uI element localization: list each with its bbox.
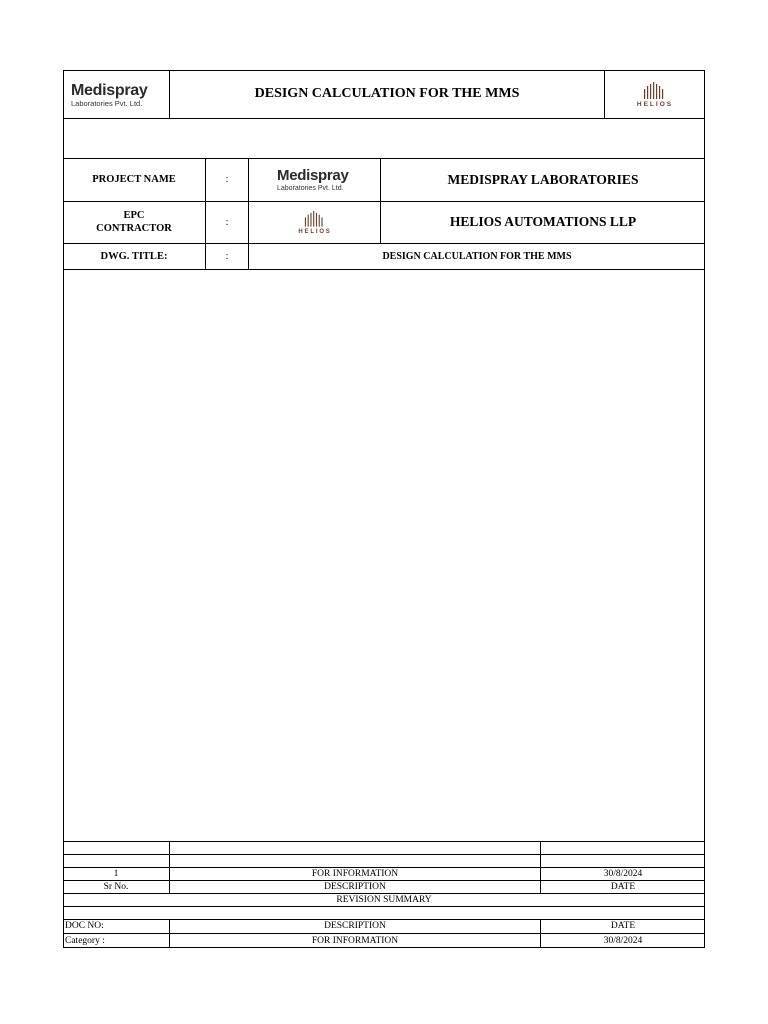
- epc-contractor-label: [63, 201, 205, 243]
- epc-contractor-label-line2: CONTRACTOR: [96, 223, 172, 234]
- revision-sr-header: Sr No.: [103, 881, 129, 892]
- medispray-logo-word: Medispray: [277, 166, 349, 184]
- project-name-label: PROJECT NAME: [92, 174, 176, 185]
- footer-date-header: DATE: [610, 921, 636, 931]
- divider: [63, 841, 705, 842]
- revision-date-header: DATE: [610, 881, 636, 892]
- divider: [63, 269, 705, 270]
- medispray-logo: [71, 78, 167, 112]
- dwg-title-separator: :: [225, 250, 229, 262]
- medispray-logo-sub: Laboratories Pvt. Ltd.: [277, 184, 344, 192]
- helios-logo-icon: [630, 81, 680, 107]
- divider: [63, 906, 705, 907]
- document-title: DESIGN CALCULATION FOR THE MMS: [254, 86, 520, 101]
- footer-description-header: DESCRIPTION: [324, 921, 386, 931]
- revision-sr-no: 1: [113, 868, 119, 879]
- project-name-separator: :: [225, 174, 229, 185]
- category-description: FOR INFORMATION: [311, 935, 399, 946]
- helios-logo-icon: [292, 210, 338, 234]
- helios-logo-word: HELIOS: [636, 101, 674, 107]
- dwg-title-value: DESIGN CALCULATION FOR THE MMS: [382, 250, 572, 262]
- revision-date: 30/8/2024: [603, 868, 643, 879]
- dwg-title-label: DWG. TITLE:: [100, 250, 168, 262]
- epc-contractor-value: HELIOS AUTOMATIONS LLP: [449, 214, 637, 229]
- helios-logo-word: HELIOS: [297, 229, 332, 234]
- doc-no-label: DOC NO:: [65, 921, 104, 931]
- revision-summary-label: REVISION SUMMARY: [336, 894, 432, 905]
- project-name-value: MEDISPRAY LABORATORIES: [447, 171, 639, 187]
- revision-description-header: DESCRIPTION: [324, 881, 386, 892]
- category-date: 30/8/2024: [603, 935, 643, 946]
- project-medispray-logo: [277, 164, 377, 196]
- category-label: Category :: [65, 935, 105, 946]
- revision-description: FOR INFORMATION: [311, 868, 399, 879]
- epc-helios-logo: [249, 201, 380, 243]
- helios-logo: [605, 70, 705, 118]
- divider: [63, 854, 705, 855]
- medispray-logo-sub: Laboratories Pvt. Ltd.: [71, 99, 143, 108]
- epc-contractor-separator: :: [225, 216, 229, 228]
- epc-contractor-label-line1: EPC: [123, 210, 145, 221]
- medispray-logo-word: Medispray: [71, 82, 148, 99]
- divider: [63, 118, 705, 119]
